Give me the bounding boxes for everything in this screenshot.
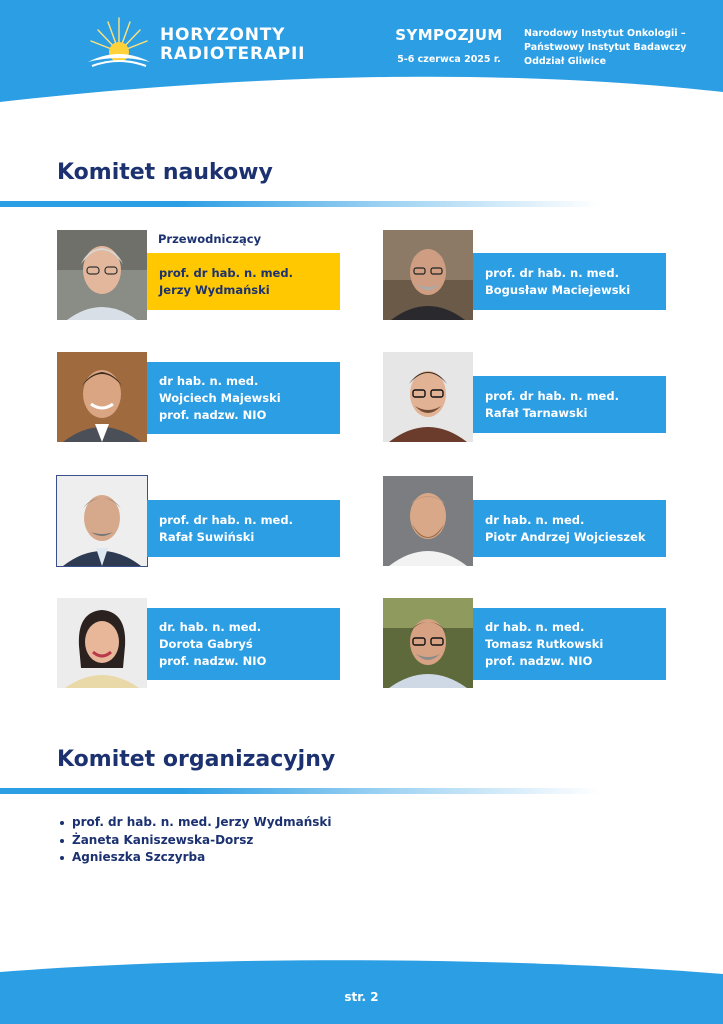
- member-name: Jerzy Wydmański: [159, 282, 270, 297]
- section-divider: [0, 201, 600, 207]
- member-title: prof. dr hab. n. med.: [485, 388, 619, 403]
- institute-line-3: Oddział Gliwice: [524, 56, 607, 67]
- member-photo: [57, 352, 147, 442]
- page-header: [0, 0, 723, 102]
- member-name-box: [473, 500, 666, 557]
- page-number: str. 2: [344, 990, 379, 1004]
- member-name-box: [147, 362, 340, 434]
- member-title: dr. hab. n. med.: [159, 619, 262, 634]
- member-name: Wojciech Majewski: [159, 390, 281, 405]
- member-name: Rafał Tarnawski: [485, 405, 588, 420]
- member-name: Tomasz Rutkowski: [485, 636, 604, 651]
- member-name-box: [473, 253, 666, 310]
- sun-logo-icon: [86, 16, 152, 68]
- member-photo: [383, 230, 473, 320]
- list-item: [60, 849, 332, 867]
- symposium-title: SYMPOZJUM: [395, 26, 503, 44]
- member-title: prof. dr hab. n. med.: [159, 265, 293, 280]
- member-photo: [383, 476, 473, 566]
- member-photo: [383, 352, 473, 442]
- section-divider: [0, 788, 600, 794]
- member-title: prof. dr hab. n. med.: [485, 265, 619, 280]
- institute-line-1: Narodowy Instytut Onkologii –: [524, 28, 686, 39]
- member-name-box: [147, 500, 340, 557]
- member-position: prof. nadzw. NIO: [485, 653, 593, 668]
- organizing-committee-title: Komitet organizacyjny: [57, 747, 336, 772]
- list-item-text: Żaneta Kaniszewska-Dorsz: [72, 832, 254, 847]
- brand-name: [160, 26, 305, 64]
- member-photo: [57, 476, 147, 566]
- list-item: [60, 814, 332, 832]
- member-name: Dorota Gabryś: [159, 636, 253, 651]
- member-title: dr hab. n. med.: [485, 619, 585, 634]
- organizing-committee-list: [60, 814, 332, 867]
- member-name-box: [473, 376, 666, 433]
- brand-line-1: HORYZONTY: [160, 25, 286, 45]
- list-item-text: Agnieszka Szczyrba: [72, 850, 206, 864]
- chair-label: Przewodniczący: [158, 232, 262, 246]
- member-name: Rafał Suwiński: [159, 529, 255, 544]
- bullet-icon: [60, 821, 64, 825]
- member-position: prof. nadzw. NIO: [159, 407, 267, 422]
- member-name: Bogusław Maciejewski: [485, 282, 631, 297]
- bullet-icon: [60, 839, 64, 843]
- institute-line-2: Państwowy Instytut Badawczy: [524, 42, 687, 53]
- list-item-text: prof. dr hab. n. med. Jerzy Wydmański: [72, 815, 332, 829]
- member-title: dr hab. n. med.: [485, 512, 585, 527]
- member-name-box: [147, 608, 340, 680]
- member-photo: [383, 598, 473, 688]
- symposium-date: 5-6 czerwca 2025 r.: [397, 54, 501, 65]
- institute-name: [524, 27, 687, 69]
- bullet-icon: [60, 856, 64, 860]
- member-name: Piotr Andrzej Wojcieszek: [485, 529, 646, 544]
- member-position: prof. nadzw. NIO: [159, 653, 267, 668]
- member-name-box: [147, 253, 340, 310]
- brand-line-2: RADIOTERAPII: [160, 44, 306, 64]
- member-title: prof. dr hab. n. med.: [159, 512, 293, 527]
- list-item: [60, 832, 332, 850]
- member-title: dr hab. n. med.: [159, 373, 259, 388]
- member-name-box: [473, 608, 666, 680]
- member-photo: [57, 598, 147, 688]
- scientific-committee-title: Komitet naukowy: [57, 160, 273, 185]
- member-photo: [57, 230, 147, 320]
